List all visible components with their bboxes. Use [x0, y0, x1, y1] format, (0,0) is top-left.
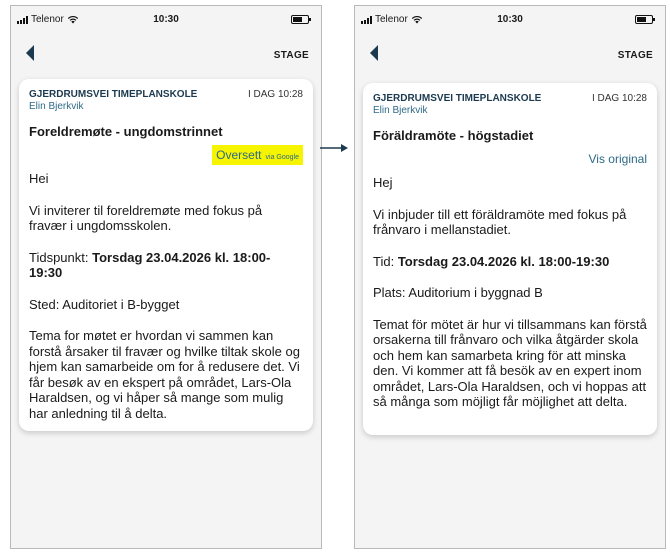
school-name: GJERDRUMSVEI TIMEPLANSKOLE: [373, 93, 542, 104]
translate-via-label: via Google: [265, 154, 299, 161]
back-icon[interactable]: [367, 42, 381, 64]
sender-name: Elin Bjerkvik: [373, 105, 428, 116]
time-value: Torsdag 23.04.2026 kl. 18:00-19:30: [29, 249, 271, 280]
message-title: Foreldremøte - ungdomstrinnet: [29, 124, 223, 139]
place-line: Sted: Auditoriet i B-bygget: [29, 296, 180, 312]
message-title: Föräldramöte - högstadiet: [373, 128, 534, 143]
arrow-right-icon: [319, 142, 349, 154]
message-date: I DAG 10:28: [591, 93, 647, 104]
translate-button[interactable]: [212, 145, 303, 165]
back-icon[interactable]: [23, 42, 37, 64]
greeting: Hej: [373, 175, 393, 190]
time-line: Tid: Torsdag 23.04.2026 kl. 18:00-19:30: [373, 253, 610, 269]
message-date: I DAG 10:28: [247, 89, 303, 100]
stage-label: STAGE: [273, 50, 309, 61]
message-card: [19, 79, 313, 431]
sender-name: Elin Bjerkvik: [29, 101, 84, 112]
phone-screen-original: [10, 5, 322, 549]
message-body: [29, 171, 303, 421]
school-name: GJERDRUMSVEI TIMEPLANSKOLE: [29, 89, 198, 100]
stage-label: STAGE: [617, 50, 653, 61]
message-card: [363, 83, 657, 435]
place-line: Plats: Auditorium i byggnad B: [373, 285, 543, 300]
message-body: [373, 175, 647, 410]
nav-bar: [11, 34, 321, 74]
body-paragraph: Tema for møtet er hvordan vi sammen kan forstå årsaker til fravær og hvilke tiltak skole og hjem kan samarbeide om for å redusere det. Vi får besøk av en ekspert på området, Lars-Ola Haraldsen, og vi håper så mange som mulig har anledning til å delta.: [29, 328, 300, 421]
battery-icon: [291, 15, 309, 24]
show-original-link[interactable]: Vis original: [588, 152, 647, 166]
carrier-label: Telenor: [31, 14, 64, 25]
nav-bar: [355, 34, 665, 74]
phone-screen-translated: [354, 5, 666, 549]
intro-text: Vi inviterer til foreldremøte med fokus på fravær i ungdomsskolen.: [29, 202, 263, 233]
intro-text: Vi inbjuder till ett föräldramöte med fokus på frånvaro i mellanstadiet.: [373, 206, 627, 237]
greeting: Hei: [29, 171, 49, 186]
time-value: Torsdag 23.04.2026 kl. 18:00-19:30: [397, 253, 610, 269]
status-bar: [11, 6, 321, 30]
carrier-label: Telenor: [375, 14, 408, 25]
clock: 10:30: [153, 14, 179, 25]
body-paragraph: Temat för mötet är hur vi tillsammans kan förstå orsakerna till frånvaro och vilka åtgärder skola och hem kan samarbeta kring för att minska den. Vi kommer att få besök av en expert inom området, Lars-Ola Haraldsen, och vi hoppas att så många som möjligt får möjlighet att delta.: [373, 316, 647, 409]
status-bar: [355, 6, 665, 30]
translate-label: Oversett: [216, 148, 262, 162]
clock: 10:30: [497, 14, 523, 25]
time-line: Tidspunkt: Torsdag 23.04.2026 kl. 18:00-19:30: [29, 249, 271, 280]
battery-icon: [635, 15, 653, 24]
